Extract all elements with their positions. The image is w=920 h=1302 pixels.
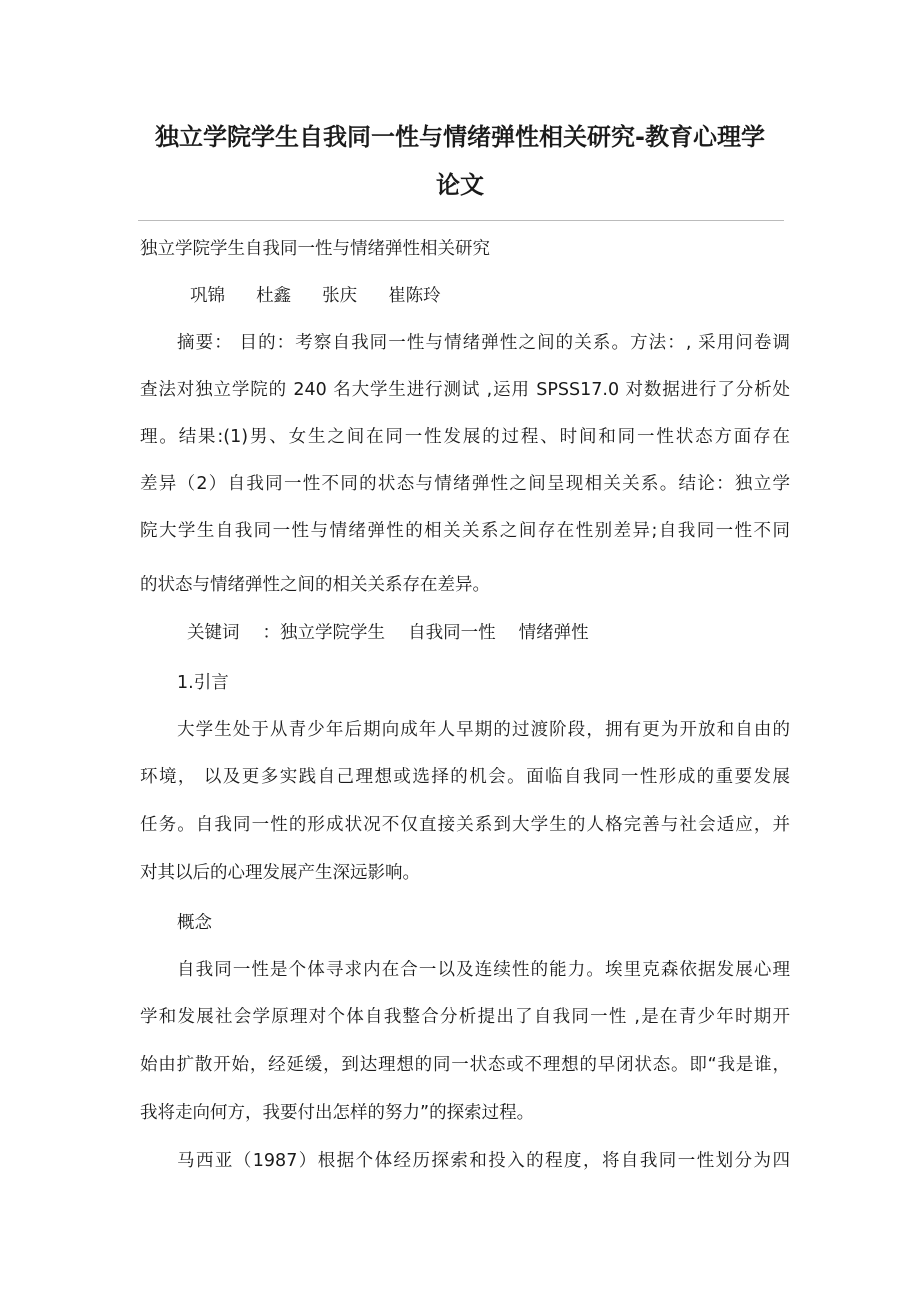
title-divider bbox=[138, 220, 784, 221]
paragraph-line: 始由扩散开始，经延缓，到达理想的同一状态或不理想的早闭状态。即“我是谁， bbox=[140, 1055, 790, 1075]
abstract-line: 摘要： 目的：考察自我同一性与情绪弹性之间的关系。方法：, 采用问卷调 bbox=[177, 333, 790, 353]
paragraph-line: 马西亚（1987）根据个体经历探索和投入的程度，将自我同一性划分为四 bbox=[177, 1151, 790, 1171]
paragraph-line: 大学生处于从青少年后期向成年人早期的过渡阶段，拥有更为开放和自由的 bbox=[177, 720, 790, 740]
abstract-line: 差异（2）自我同一性不同的状态与情绪弹性之间呈现相关关系。结论：独立学 bbox=[140, 474, 790, 494]
document-title-line2: 论文 bbox=[436, 171, 484, 199]
paragraph-line: 学和发展社会学原理对个体自我整合分析提出了自我同一性 ,是在青少年时期开 bbox=[140, 1007, 790, 1027]
section-heading-concept: 概念 bbox=[177, 913, 212, 933]
paragraph-line: 我将走向何方，我要付出怎样的努力”的探索过程。 bbox=[140, 1103, 535, 1123]
authors: 巩锦 杜鑫 张庆 崔陈玲 bbox=[190, 286, 441, 306]
paragraph-line: 对其以后的心理发展产生深远影响。 bbox=[140, 863, 420, 883]
paragraph-line: 自我同一性是个体寻求内在合一以及连续性的能力。埃里克森依据发展心理 bbox=[177, 960, 790, 980]
abstract-line: 的状态与情绪弹性之间的相关关系存在差异。 bbox=[140, 575, 490, 595]
paragraph-line: 任务。自我同一性的形成状况不仅直接关系到大学生的人格完善与社会适应，并 bbox=[140, 815, 790, 835]
abstract-line: 理。结果:(1)男、女生之间在同一性发展的过程、时间和同一性状态方面存在 bbox=[140, 427, 790, 447]
paper-subtitle: 独立学院学生自我同一性与情绪弹性相关研究 bbox=[140, 239, 490, 259]
document-title: 独立学院学生自我同一性与情绪弹性相关研究-教育心理学 bbox=[155, 123, 765, 151]
abstract-line: 查法对独立学院的 240 名大学生进行测试 ,运用 SPSS17.0 对数据进行了分析处 bbox=[140, 380, 790, 400]
section-heading-introduction: 1.引言 bbox=[177, 673, 229, 693]
abstract-line: 院大学生自我同一性与情绪弹性的相关关系之间存在性别差异;自我同一性不同 bbox=[140, 521, 790, 541]
paragraph-line: 环境， 以及更多实践自己理想或选择的机会。面临自我同一性形成的重要发展 bbox=[140, 767, 790, 787]
keywords: 关键词 ：独立学院学生 自我同一性 情绪弹性 bbox=[187, 623, 589, 643]
